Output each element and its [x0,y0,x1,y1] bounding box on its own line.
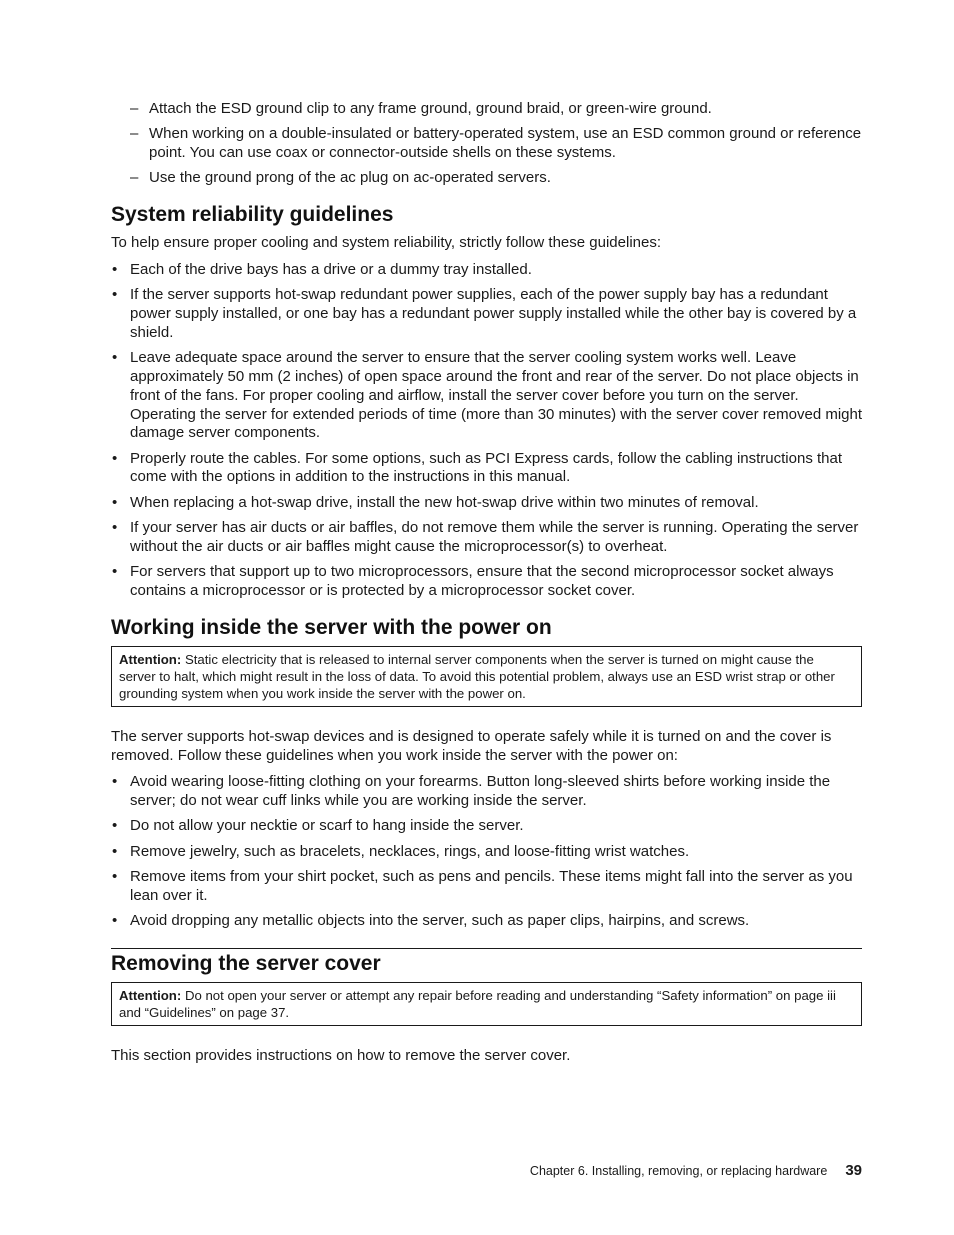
attention-text: Static electricity that is released to internal server components when the server is turned on might cause the server to halt, which might result in the loss of data. To avoid this potential problem, always use an ESD wrist strap or other grounding system when you work inside the server with the power on. [119,651,835,701]
attention-text: Do not open your server or attempt any repair before reading and understanding “Safety information” on page iii and “Guidelines” on page 37. [119,987,836,1020]
list-item: • Remove jewelry, such as bracelets, necklaces, rings, and loose-fitting wrist watches. [111,843,862,862]
page-number: 39 [845,1162,862,1179]
list-item: • When replacing a hot-swap drive, install the new hot-swap drive within two minutes of removal. [111,494,862,513]
list-item: – Use the ground prong of the ac plug on ac-operated servers. [130,169,862,188]
power-on-intro: The server supports hot-swap devices and is designed to operate safely while it is turned on and the cover is removed. Follow these guidelines when you work inside the server with the power on: [111,727,832,764]
list-item: • Avoid wearing loose-fitting clothing on your forearms. Button long-sleeved shirts before working inside the server; do not wear cuff links while you are working inside the server. [111,773,862,811]
cover-intro: This section provides instructions on how to remove the server cover. [111,1046,571,1064]
attention-label: Attention: [119,987,182,1003]
list-item: • Remove items from your shirt pocket, such as pens and pencils. These items might fall into the server as you lean over it. [111,868,862,906]
attention-label: Attention: [119,651,182,667]
section-heading-cover: Removing the server cover [111,951,381,975]
list-item: • Each of the drive bays has a drive or a dummy tray installed. [111,261,862,280]
list-item: • If your server has air ducts or air baffles, do not remove them while the server is running. Operating the server without the air ducts or air baffles might cause the microprocessor(s) to overheat. [111,519,862,557]
list-item: – Attach the ESD ground clip to any frame ground, ground braid, or green-wire ground. [130,100,862,119]
attention-box [111,646,862,707]
reliability-list [111,261,862,601]
list-item: • Avoid dropping any metallic objects into the server, such as paper clips, hairpins, and screws. [111,912,862,931]
reliability-intro: To help ensure proper cooling and system reliability, strictly follow these guidelines: [111,234,661,252]
list-item: • Properly route the cables. For some options, such as PCI Express cards, follow the cabling instructions that come with the options in addition to the instructions in this manual. [111,450,862,488]
section-heading-reliability: System reliability guidelines [111,203,394,227]
list-item: • If the server supports hot-swap redundant power supplies, each of the power supply bay has a redundant power supply installed, or one bay has a redundant power supply installed while the other bay is covered by a shield. [111,286,862,342]
section-heading-power-on: Working inside the server with the power on [111,615,552,639]
attention-box [111,982,862,1026]
list-item: • For servers that support up to two microprocessors, ensure that the second microprocessor socket always contains a microprocessor or is protected by a microprocessor socket cover. [111,563,862,601]
list-item: • Do not allow your necktie or scarf to hang inside the server. [111,817,862,836]
ground-list [130,100,862,188]
list-item: – When working on a double-insulated or battery-operated system, use an ESD common ground or reference point. You can use coax or connector-outside shells on these systems. [130,125,862,163]
list-item: • Leave adequate space around the server to ensure that the server cooling system works well. Leave approximately 50 mm (2 inches) of open space around the front and rear of the server. Do not place objects in front of the fans. For proper cooling and airflow, install the server cover before you turn on the server. Operating the server for extended periods of time (more than 30 minutes) with the server cover removed might damage server components. [111,349,862,443]
power-on-list [111,773,862,931]
page-footer [530,1162,862,1179]
document-page [111,100,862,1066]
section-divider [111,948,862,949]
footer-chapter: Chapter 6. Installing, removing, or replacing hardware [529,1164,828,1178]
